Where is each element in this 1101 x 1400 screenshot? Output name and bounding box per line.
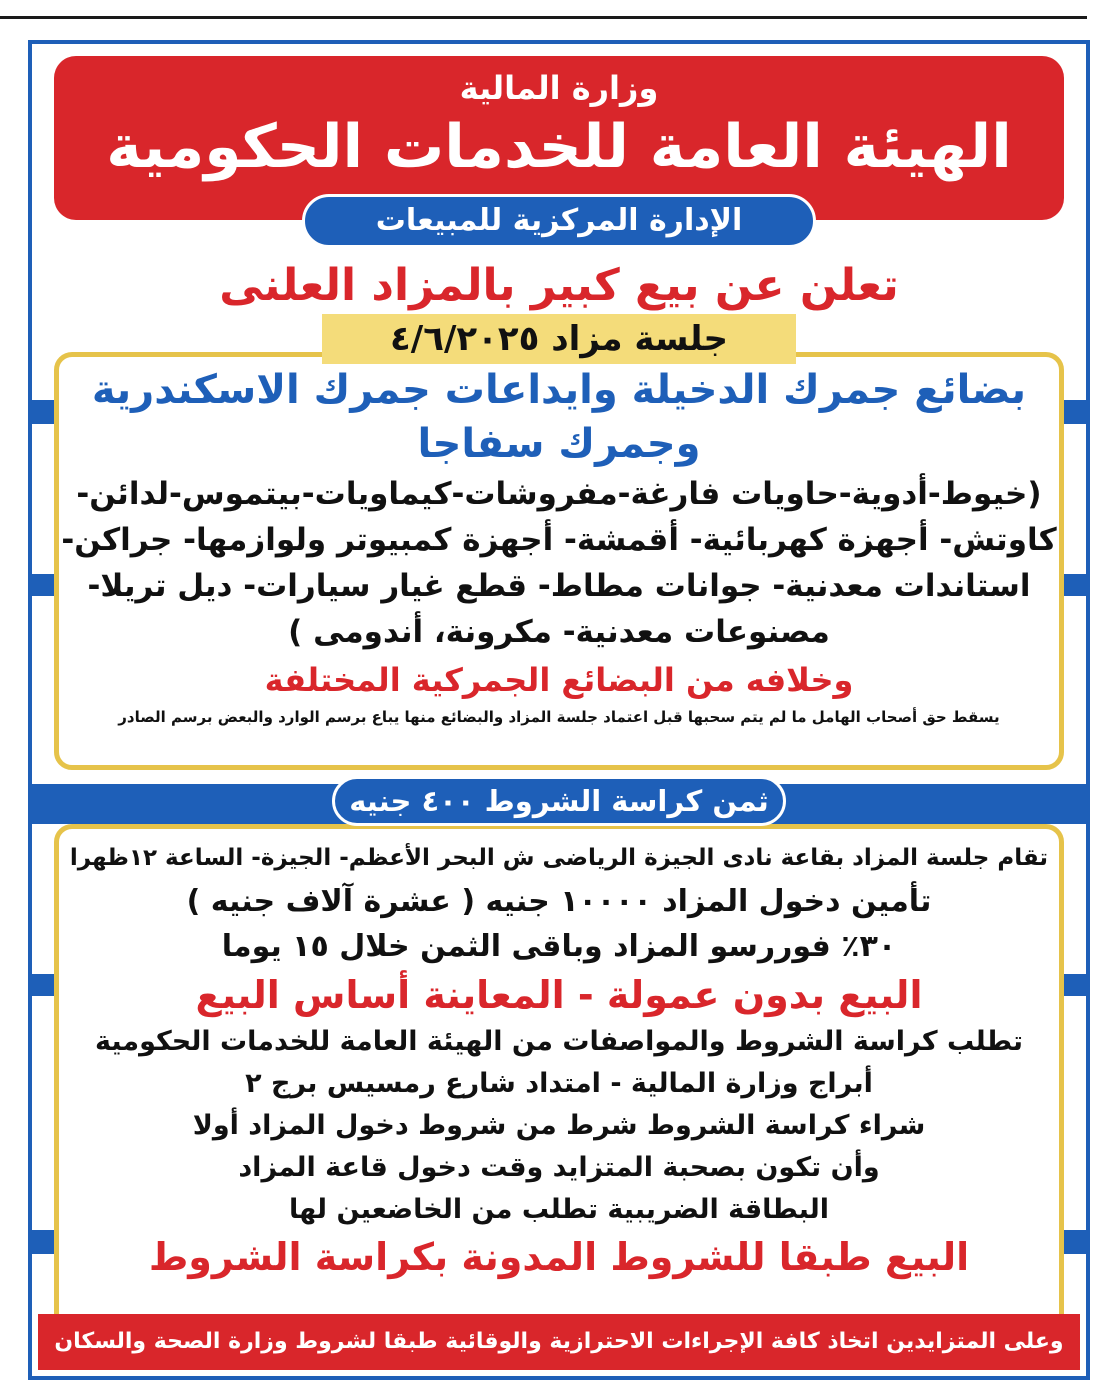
footer-bar: وعلى المتزايدين اتخاذ كافة الإجراءات الاحترازية والوقائية طبقا لشروط وزارة الصحة والسكان xyxy=(38,1314,1080,1370)
commission-line: البيع بدون عمولة - المعاينة أساس البيع xyxy=(195,973,923,1017)
address-line: أبراج وزارة المالية - امتداد شارع رمسيس برج ٢ xyxy=(245,1068,873,1099)
advertisement-frame xyxy=(28,40,1090,1380)
insurance-line: تأمين دخول المزاد ١٠٠٠٠ جنيه ( عشرة آلاف جنيه ) xyxy=(186,884,932,919)
top-rule xyxy=(0,16,1087,19)
goods-box xyxy=(54,352,1064,770)
terms-box xyxy=(54,824,1064,1370)
payment-line: ٣٠٪ فوررسو المزاد وباقى الثمن خلال ١٥ يوما xyxy=(221,929,897,964)
authority-name: الهيئة العامة للخدمات الحكومية xyxy=(106,112,1012,182)
goods-line: استاندات معدنية- جوانات مطاط- قطع غيار سيارات- ديل تريلا- xyxy=(87,568,1031,604)
goods-other: وخلافه من البضائع الجمركية المختلفة xyxy=(264,661,854,699)
venue-line: تقام جلسة المزاد بقاعة نادى الجيزة الرياضى ش البحر الأعظم- الجيزة- الساعة ١٢ظهرا xyxy=(69,845,1049,871)
goods-line: كاوتش- أجهزة كهربائية- أقمشة- أجهزة كمبيوتر ولوازمها- جراكن- xyxy=(61,522,1057,558)
goods-note: يسقط حق أصحاب الهامل ما لم يتم سحبها قبل اعتماد جلسة المزاد والبضائع منها يباع برسم الوارد والبعض برسم الصادر xyxy=(118,708,1000,726)
goods-line: مصنوعات معدنية- مكرونة، أندومى ) xyxy=(288,614,830,650)
goods-title: بضائع جمرك الدخيلة وايداعات جمرك الاسكندرية وجمرك سفاجا xyxy=(91,367,1027,467)
purchase-line: شراء كراسة الشروط شرط من شروط دخول المزاد أولا xyxy=(192,1110,926,1141)
request-line: تطلب كراسة الشروط والمواصفات من الهيئة العامة للخدمات الحكومية xyxy=(95,1026,1023,1057)
department-badge: الإدارة المركزية للمبيعات xyxy=(302,194,816,248)
sale-terms-line: البيع طبقا للشروط المدونة بكراسة الشروط xyxy=(148,1235,970,1279)
announcement-headline: تعلن عن بيع كبير بالمزاد العلنى xyxy=(219,260,899,311)
goods-line: (خيوط-أدوية-حاويات فارغة-مفروشات-كيماويات-بيتموس-لدائن- xyxy=(76,476,1042,512)
session-date-bar: جلسة مزاد ٤/٦/٢٠٢٥ xyxy=(322,314,796,364)
tax-card-line: البطاقة الضريبية تطلب من الخاضعين لها xyxy=(288,1194,830,1225)
accompany-line: وأن تكون بصحبة المتزايد وقت دخول قاعة المزاد xyxy=(238,1152,880,1183)
ministry-name: وزارة المالية xyxy=(459,69,659,107)
price-badge: ثمن كراسة الشروط ٤٠٠ جنيه xyxy=(332,776,786,826)
